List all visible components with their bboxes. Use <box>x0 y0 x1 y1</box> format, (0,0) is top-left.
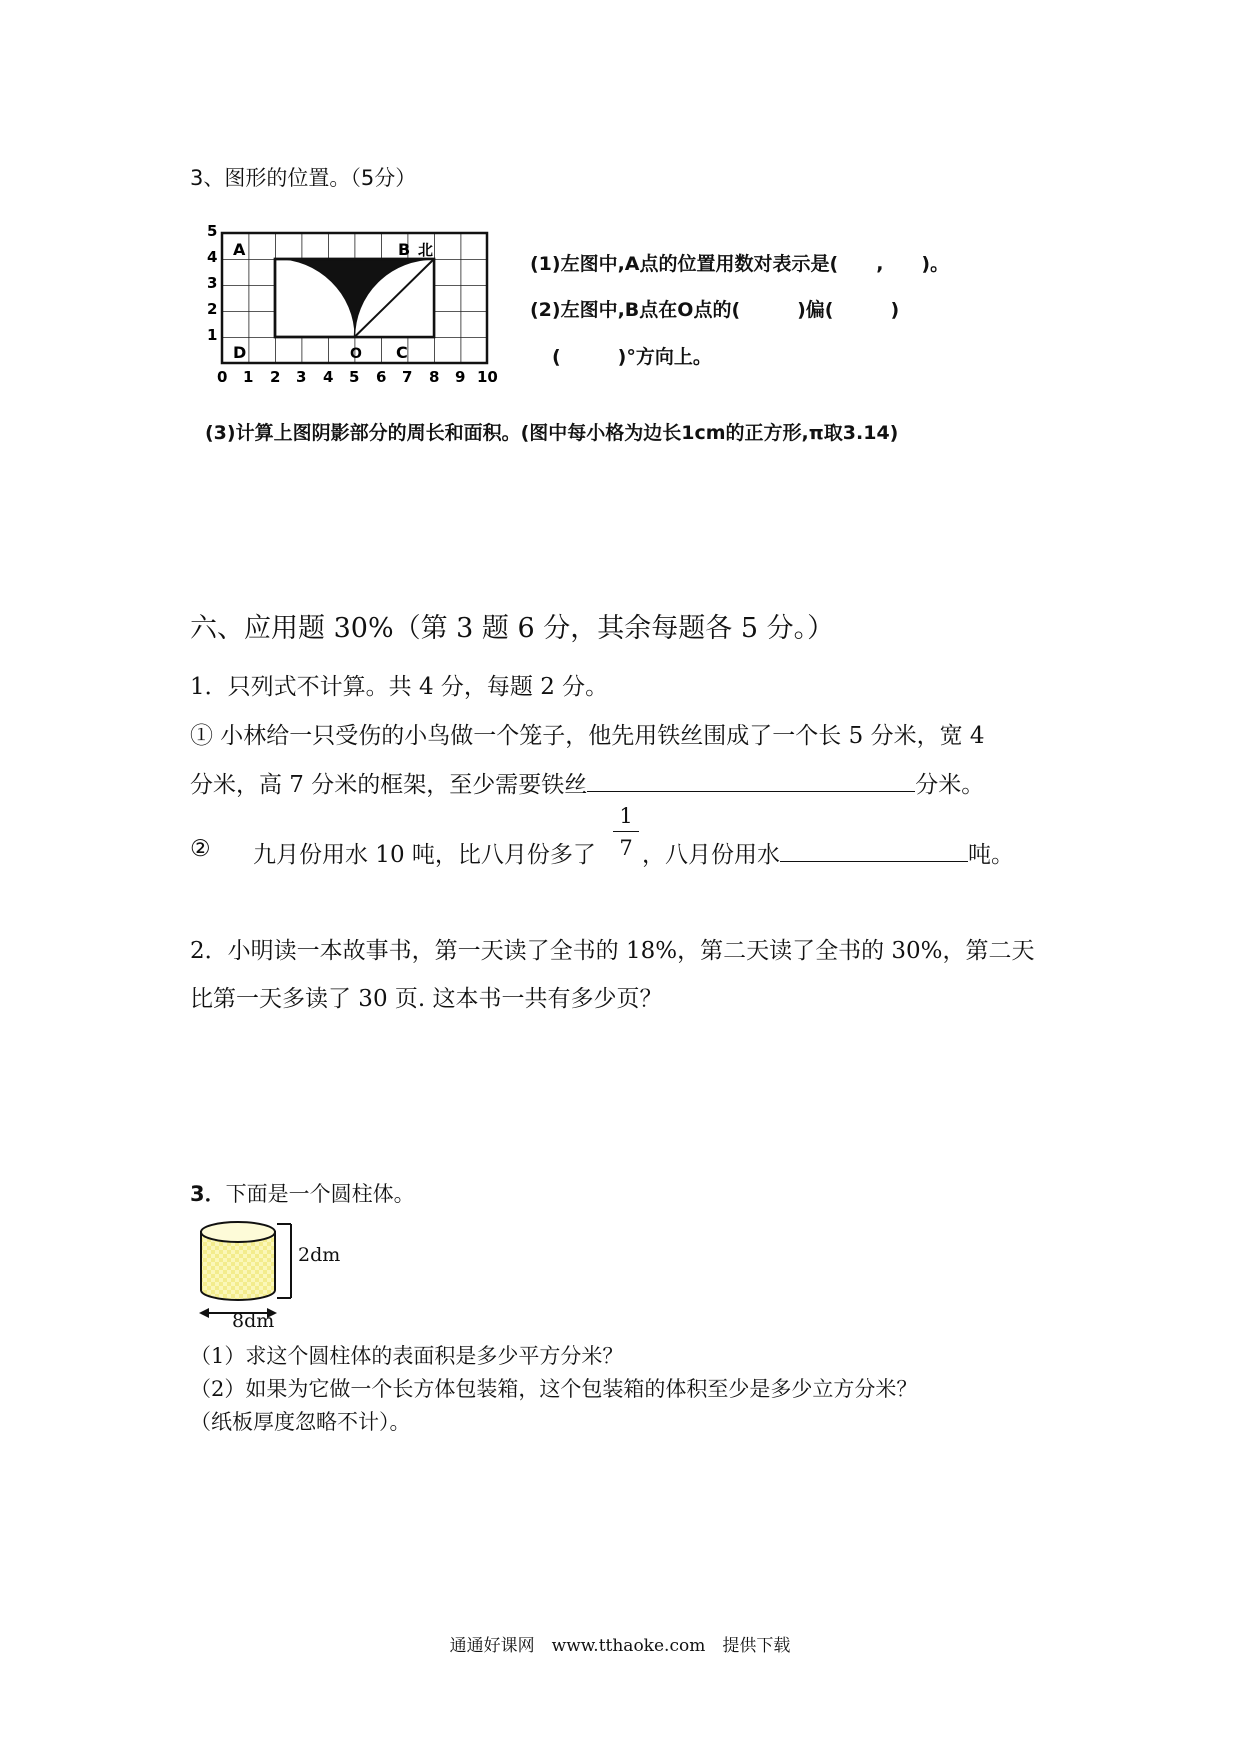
section6-title: 六、应用题 30%（第 3 题 6 分，其余每题各 5 分。） <box>190 613 835 644</box>
x-tick-0: 0 <box>217 368 228 386</box>
q2-line2: 比第一天多读了 30 页. 这本书一共有多少页？ <box>190 986 663 1012</box>
fraction-numerator: 1 <box>613 806 639 832</box>
cylinder-top <box>201 1222 275 1242</box>
answer-blank-wire[interactable] <box>587 767 915 792</box>
y-tick-3: 3 <box>207 274 218 292</box>
cylinder-figure <box>195 1218 375 1330</box>
point-O: O <box>350 346 362 362</box>
q3-number: 3． <box>190 1182 226 1206</box>
x-tick-5: 5 <box>349 368 360 386</box>
cylinder-diameter-label: 8dm <box>232 1310 275 1332</box>
x-tick-7: 7 <box>402 368 413 386</box>
x-tick-3: 3 <box>296 368 307 386</box>
y-tick-2: 2 <box>207 300 218 318</box>
x-tick-9: 9 <box>455 368 466 386</box>
q1a-line2-pre: 分米，高 7 分米的框架，至少需要铁丝 <box>190 772 588 798</box>
part3-q2a: (2)左图中,B点在O点的( )偏( ) <box>530 299 900 321</box>
part3-q3: (3)计算上图阴影部分的周长和面积。(图中每小格为边长1cm的正方形,π取3.14) <box>205 422 899 444</box>
x-tick-2: 2 <box>270 368 281 386</box>
north-label: 北 <box>418 241 434 259</box>
q1a-line1: ① 小林给一只受伤的小鸟做一个笼子，他先用铁丝围成了一个长 5 分米，宽 4 <box>190 723 985 749</box>
y-tick-4: 4 <box>207 248 218 266</box>
x-tick-6: 6 <box>376 368 387 386</box>
point-D: D <box>233 343 247 362</box>
x-tick-4: 4 <box>323 368 334 386</box>
q3-title <box>190 1178 415 1208</box>
q1a-line2 <box>190 766 984 799</box>
fraction-denominator: 7 <box>619 836 633 860</box>
q1b-line-rest <box>642 836 1014 869</box>
point-A: A <box>233 240 246 259</box>
q2-line1: 2．小明读一本故事书，第一天读了全书的 18%，第二天读了全书的 30%，第二天 <box>190 938 1035 964</box>
fraction <box>613 806 639 859</box>
x-tick-8: 8 <box>429 368 440 386</box>
answer-blank-water[interactable] <box>780 837 968 862</box>
point-C: C <box>396 343 408 362</box>
q1b-pre: 九月份用水 10 吨，比八月份多了 <box>253 842 596 868</box>
y-tick-1: 1 <box>207 326 218 344</box>
q1b-mid: ，八月份用水 <box>642 842 780 868</box>
y-tick-5: 5 <box>207 224 218 240</box>
footer: 通通好课网 www.tthaoke.com 提供下载 <box>449 1636 791 1656</box>
q1b-line <box>253 836 596 869</box>
q1b-mark: ② <box>190 836 211 862</box>
q3-title-text: 下面是一个圆柱体。 <box>225 1182 415 1206</box>
point-B: B <box>398 240 411 259</box>
q1b-post: 吨。 <box>968 842 1014 868</box>
part3-q2b: ( )°方向上。 <box>552 346 712 368</box>
q3-part3: （纸板厚度忽略不计）。 <box>190 1410 411 1434</box>
q1a-line2-post: 分米。 <box>915 772 985 798</box>
q3-part2: （2）如果为它做一个长方体包装箱，这个包装箱的体积至少是多少立方分米？ <box>190 1377 918 1401</box>
q1-intro: 1．只列式不计算。共 4 分，每题 2 分。 <box>190 674 609 700</box>
coordinate-grid-figure <box>205 224 505 394</box>
x-tick-10: 10 <box>477 368 498 386</box>
q3-part1: （1）求这个圆柱体的表面积是多少平方分米？ <box>190 1344 624 1368</box>
part3-title: 3、图形的位置。（5分） <box>190 166 417 190</box>
part3-q1: (1)左图中,A点的位置用数对表示是( , )。 <box>530 253 950 275</box>
cylinder-height-label: 2dm <box>298 1244 341 1266</box>
x-tick-1: 1 <box>243 368 254 386</box>
